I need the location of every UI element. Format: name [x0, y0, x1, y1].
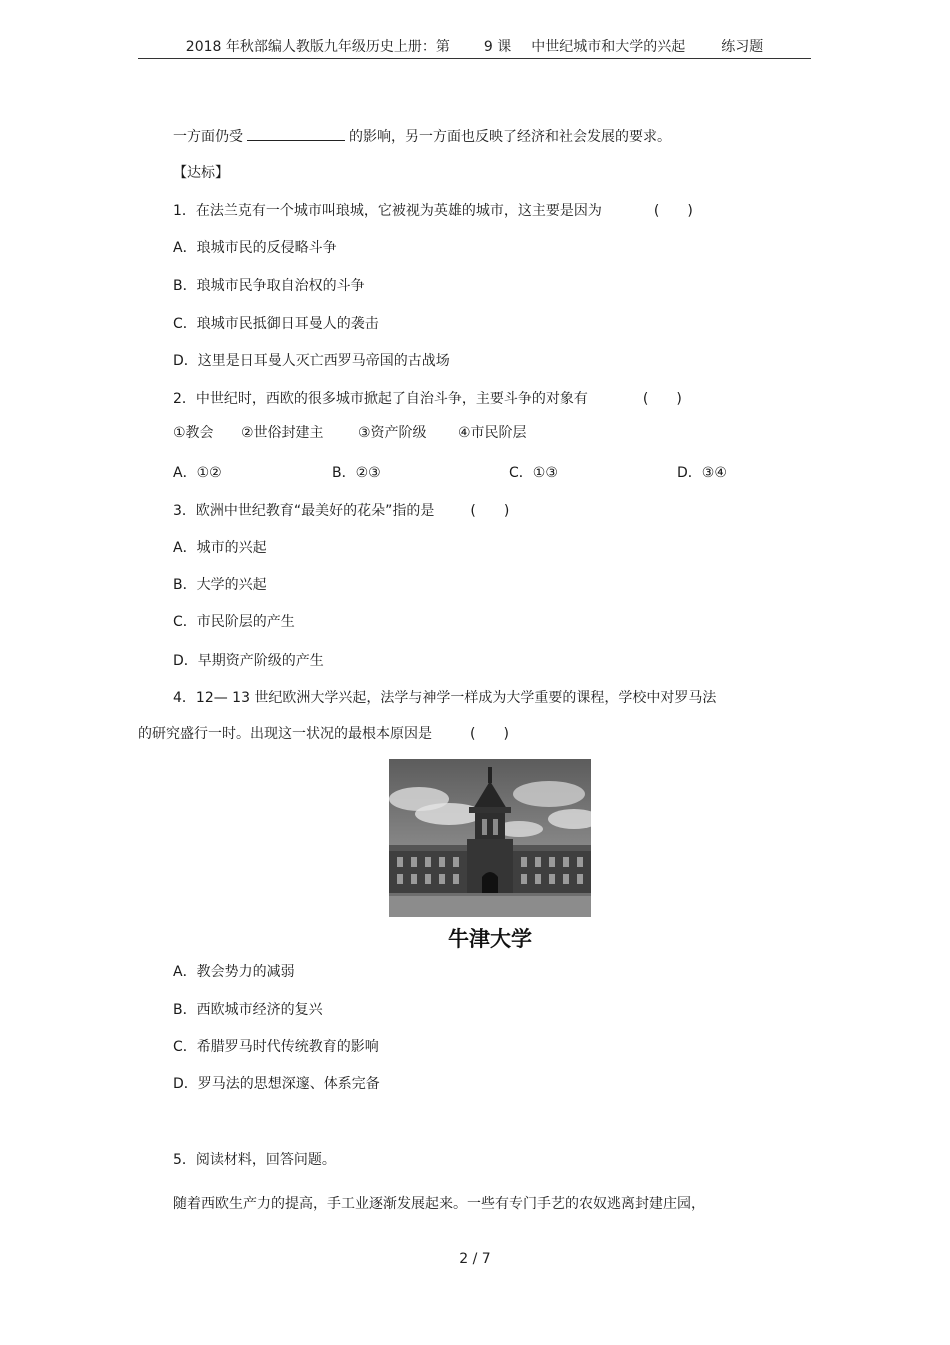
q3-stem-text: 3．欧洲中世纪教育“最美好的花朵”指的是: [173, 503, 435, 519]
oxford-university-photo: [389, 759, 591, 917]
q1-option-a: A．琅城市民的反侵略斗争: [173, 240, 337, 256]
q5-material: 随着西欧生产力的提高，手工业逐渐发展起来。一些有专门手艺的农奴逃离封建庄园，: [173, 1196, 705, 1212]
intro-pre: 一方面仍受: [173, 129, 243, 145]
q1-option-b: B．琅城市民争取自治权的斗争: [173, 278, 365, 294]
q4-answer-paren[interactable]: ( ): [470, 726, 509, 742]
intro-line: [173, 126, 671, 147]
q2-stem: [173, 389, 682, 409]
q3-option-d: D．早期资产阶级的产生: [173, 653, 324, 669]
q4-option-c: C．希腊罗马时代传统教育的影响: [173, 1039, 379, 1055]
q2-option-a: A．①②: [173, 465, 222, 481]
q3-option-c: C．市民阶层的产生: [173, 614, 295, 630]
header-left: 2018 年秋部编人教版九年级历史上册：第: [185, 39, 450, 55]
q2-item-2: ②世俗封建主: [241, 425, 324, 441]
q1-option-d: D．这里是日耳曼人灭亡西罗马帝国的古战场: [173, 353, 450, 369]
header-lesson-num: 9 课: [483, 39, 512, 55]
q1-stem-text: 1．在法兰克有一个城市叫琅城，它被视为英雄的城市，这主要是因为: [173, 203, 602, 219]
photo-caption: 牛津大学: [448, 927, 532, 951]
q2-option-d: D．③④: [677, 465, 727, 481]
intro-post: 的影响，另一方面也反映了经济和社会发展的要求。: [349, 129, 671, 145]
q4-stem-line1: 4．12— 13 世纪欧洲大学兴起，法学与神学一样成为大学重要的课程，学校中对罗马法: [173, 690, 717, 706]
q3-answer-paren[interactable]: ( ): [470, 503, 510, 519]
q3-stem: [173, 501, 509, 521]
q2-item-3: ③资产阶级: [358, 425, 427, 441]
section-title: 【达标】: [173, 165, 229, 181]
q4-stem-line2: [138, 724, 509, 744]
q1-option-c: C．琅城市民抵御日耳曼人的袭击: [173, 316, 379, 332]
fill-in-blank[interactable]: [247, 126, 345, 141]
page-header: [138, 36, 811, 59]
q4-stem-line2-text: 的研究盛行一时。出现这一状况的最根本原因是: [138, 726, 432, 742]
q4-option-d: D．罗马法的思想深邃、体系完备: [173, 1076, 380, 1092]
q2-option-b: B．②③: [332, 465, 381, 481]
header-lesson-title: 中世纪城市和大学的兴起: [531, 39, 686, 55]
q5-stem: 5．阅读材料，回答问题。: [173, 1152, 336, 1168]
q3-option-b: B．大学的兴起: [173, 577, 267, 593]
q4-option-a: A．教会势力的减弱: [173, 964, 295, 980]
q3-option-a: A．城市的兴起: [173, 540, 267, 556]
q1-stem: [173, 201, 693, 221]
q2-stem-text: 2．中世纪时，西欧的很多城市掀起了自治斗争，主要斗争的对象有: [173, 391, 588, 407]
q2-answer-paren[interactable]: ( ): [642, 391, 682, 407]
header-suffix: 练习题: [721, 39, 764, 55]
q2-option-c: C．①③: [509, 465, 558, 481]
q4-option-b: B．西欧城市经济的复兴: [173, 1002, 323, 1018]
q2-item-1: ①教会: [173, 425, 214, 441]
q2-item-4: ④市民阶层: [458, 425, 527, 441]
q1-answer-paren[interactable]: ( ): [653, 203, 693, 219]
page-number: 2 / 7: [459, 1251, 491, 1267]
